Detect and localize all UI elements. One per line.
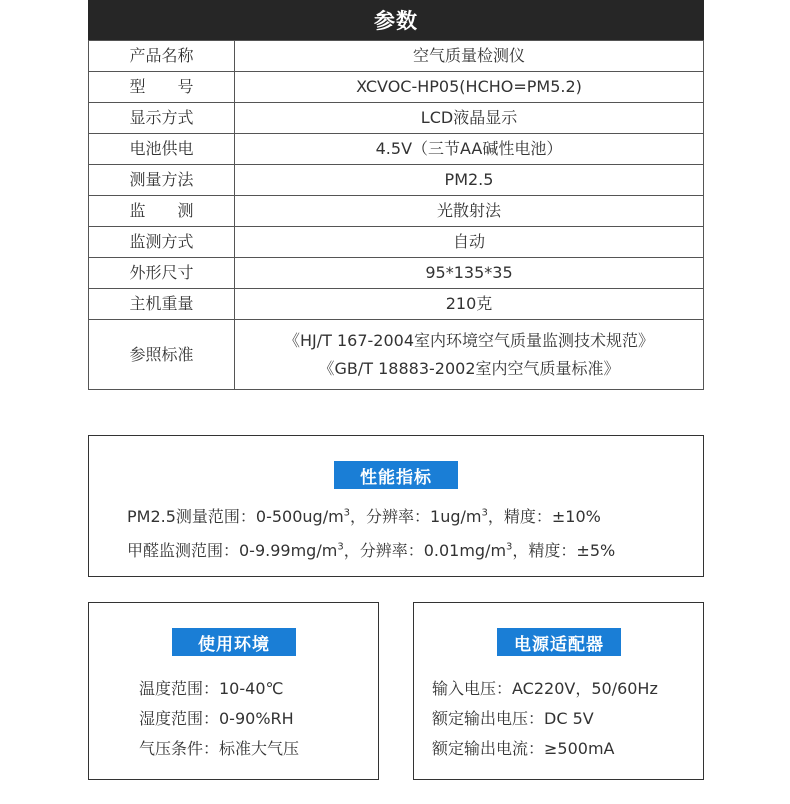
spec-row xyxy=(89,196,704,227)
spec-table xyxy=(88,40,704,390)
spec-label: 型 号 xyxy=(89,72,235,103)
spec-value: PM2.5 xyxy=(235,165,704,196)
spec-label: 参照标准 xyxy=(89,320,235,390)
environment-box xyxy=(88,602,379,780)
spec-value: 95*135*35 xyxy=(235,258,704,289)
power-adapter-title: 电源适配器 xyxy=(497,628,621,656)
spec-label: 显示方式 xyxy=(89,103,235,134)
spec-label: 监测方式 xyxy=(89,227,235,258)
power-adapter-box xyxy=(413,602,704,780)
output-voltage: 额定输出电压：DC 5V xyxy=(432,709,594,728)
pm25-spec-line xyxy=(127,504,601,527)
spec-header: 参数 xyxy=(88,0,704,40)
output-current: 额定输出电流：≥500mA xyxy=(432,739,615,758)
environment-title: 使用环境 xyxy=(172,628,296,656)
spec-value: 210克 xyxy=(235,289,704,320)
performance-title: 性能指标 xyxy=(334,461,458,489)
input-voltage: 输入电压：AC220V，50/60Hz xyxy=(432,679,658,698)
reference-standard-1: 《HJ/T 167-2004室内环境空气质量监测技术规范》 xyxy=(283,330,655,350)
spec-label: 监 测 xyxy=(89,196,235,227)
hcho-range: 甲醛监测范围：0-9.99mg/m xyxy=(127,541,338,560)
spec-row xyxy=(89,72,704,103)
spec-value: 自动 xyxy=(235,227,704,258)
spec-value: 4.5V（三节AA碱性电池） xyxy=(235,134,704,165)
spec-label: 测量方法 xyxy=(89,165,235,196)
spec-row-reference xyxy=(89,320,704,390)
hcho-accuracy: ，精度：±5% xyxy=(512,541,616,560)
pm25-range: PM2.5测量范围：0-500ug/m xyxy=(127,507,344,526)
temperature-range: 温度范围：10-40℃ xyxy=(139,679,284,698)
spec-value-reference xyxy=(235,320,704,390)
unit-superscript: 3 xyxy=(481,507,488,519)
unit-superscript: 3 xyxy=(506,541,513,553)
spec-value: XCVOC-HP05(HCHO=PM5.2) xyxy=(235,72,704,103)
spec-row xyxy=(89,289,704,320)
spec-row xyxy=(89,227,704,258)
spec-value: LCD液晶显示 xyxy=(235,103,704,134)
spec-label: 主机重量 xyxy=(89,289,235,320)
unit-superscript: 3 xyxy=(343,507,351,519)
spec-label: 电池供电 xyxy=(89,134,235,165)
performance-box xyxy=(88,435,704,577)
spec-row xyxy=(89,165,704,196)
spec-row xyxy=(89,41,704,72)
spec-row xyxy=(89,134,704,165)
unit-superscript: 3 xyxy=(337,541,344,553)
hcho-resolution: ，分辨率：0.01mg/m xyxy=(343,541,507,560)
pm25-accuracy: ，精度：±10% xyxy=(487,507,601,526)
spec-value: 空气质量检测仪 xyxy=(235,41,704,72)
humidity-range: 湿度范围：0-90%RH xyxy=(139,709,294,728)
spec-label: 产品名称 xyxy=(89,41,235,72)
spec-row xyxy=(89,258,704,289)
spec-row xyxy=(89,103,704,134)
spec-label: 外形尺寸 xyxy=(89,258,235,289)
pressure-condition: 气压条件：标准大气压 xyxy=(139,739,300,758)
hcho-spec-line xyxy=(127,538,615,561)
spec-value: 光散射法 xyxy=(235,196,704,227)
reference-standard-2: 《GB/T 18883-2002室内空气质量标准》 xyxy=(318,358,620,378)
pm25-resolution: ，分辨率：1ug/m xyxy=(350,507,482,526)
